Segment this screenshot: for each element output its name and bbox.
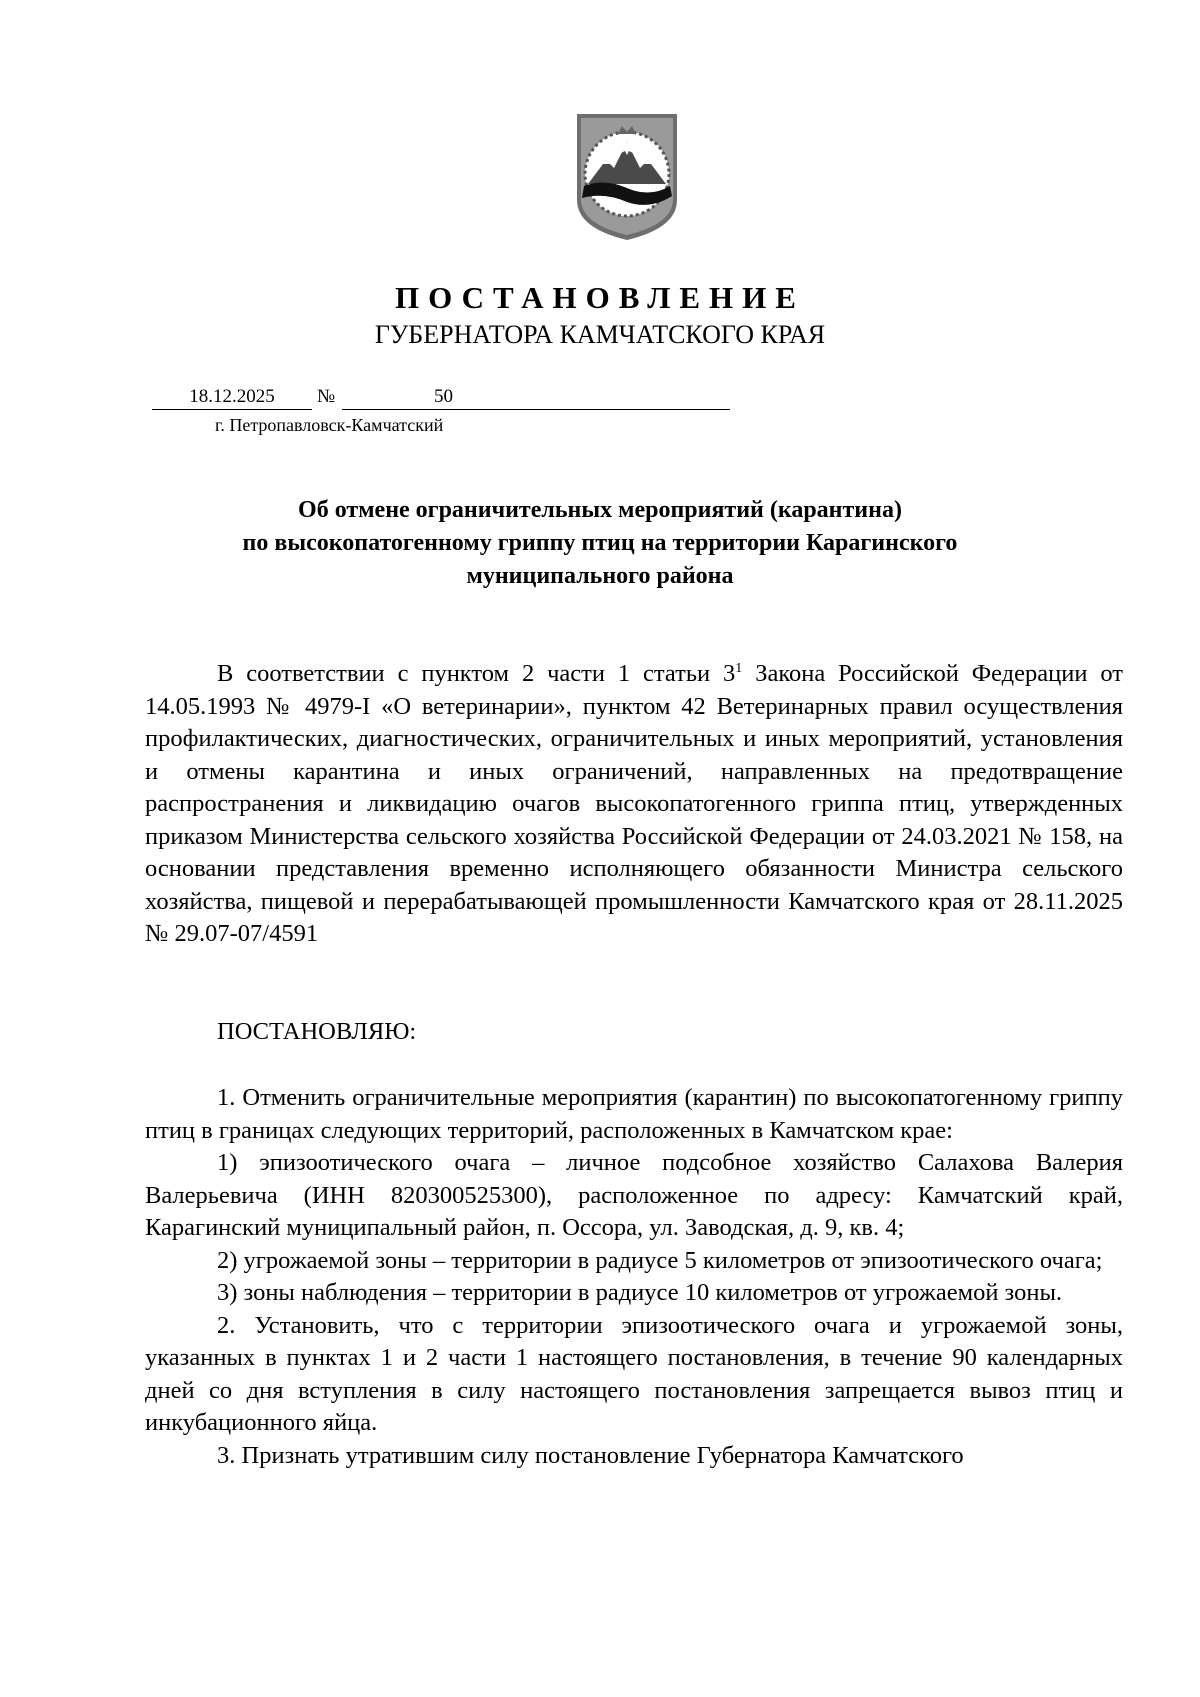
- superscript: 1: [735, 660, 743, 676]
- city-label: г. Петропавловск-Камчатский: [215, 415, 444, 435]
- document-number: 50: [434, 386, 453, 407]
- number-field: [342, 385, 730, 410]
- document-title: ПОСТАНОВЛЕНИЕ: [395, 280, 805, 315]
- date-field: 18.12.2025: [152, 385, 312, 410]
- number-sign: №: [317, 386, 336, 407]
- preamble-paragraph: В соответствии с пунктом 2 части 1 статьи $3^1$ Закона Российской Федерации от 14.05.1993 № 4979-I «О ветеринарии», пунктом 42 Ветеринарных правил осуществления профилактических, диагностических, ограничительных и иных мероприятий, установления и отмены карантина и иных ограничений, направленных на предотвращение распространения и ликвидацию очагов высокопатогенного гриппа птиц, утвержденных приказом Министерства сельского хозяйства Российской Федерации от 24.03.2021 № 158, на основании представления временно исполняющего обязанности Министра сельского хозяйства, пищевой и перерабатывающей промышленности Камчатского края от 28.11.2025 № 29.07-07/4591: [145, 660, 1124, 947]
- item-1-2: 2) угрожаемой зоны – территории в радиусе 5 километров от эпизоотического очага;: [217, 1246, 1103, 1274]
- heading-line: Об отмене ограничительных мероприятий (карантина): [298, 497, 902, 523]
- item-2: 2. Установить, что с территории эпизоотического очага и угрожаемой зоны, указанных в пунктах 1 и 2 части 1 настоящего постановления, в течение 90 календарных дней со дня вступления в силу настоящего постановления запрещается вывоз птиц и инкубационного яйца.: [145, 1311, 1123, 1436]
- item-1-1: 1) эпизоотического очага – личное подсобное хозяйство Салахова Валерия Валерьевича (ИНН 820300525300), расположенное по адресу: Камчатский край, Карагинский муниципальный район, п. Оссора, ул. Заводская, д. 9, кв. 4;: [145, 1149, 1123, 1241]
- decree-word: ПОСТАНОВЛЯЮ:: [217, 1018, 417, 1045]
- item-1-3: 3) зоны наблюдения – территории в радиусе 10 километров от угрожаемой зоны.: [217, 1279, 1063, 1306]
- preamble: [145, 658, 1123, 951]
- document-heading: [180, 494, 1020, 593]
- heading-line: муниципального района: [466, 563, 734, 589]
- heading-line: по высокопатогенному гриппу птиц на территории Карагинского: [242, 530, 958, 556]
- decree-items: [145, 1082, 1123, 1472]
- kamchatka-coat-of-arms-icon: [574, 112, 680, 242]
- item-3: 3. Признать утратившим силу постановление Губернатора Камчатского: [217, 1441, 964, 1469]
- document-subtitle: ГУБЕРНАТОРА КАМЧАТСКОГО КРАЯ: [374, 320, 826, 349]
- item-1: 1. Отменить ограничительные мероприятия (карантин) по высокопатогенному гриппу птиц в границах следующих территорий, расположенных в Камчатском крае:: [145, 1084, 1123, 1144]
